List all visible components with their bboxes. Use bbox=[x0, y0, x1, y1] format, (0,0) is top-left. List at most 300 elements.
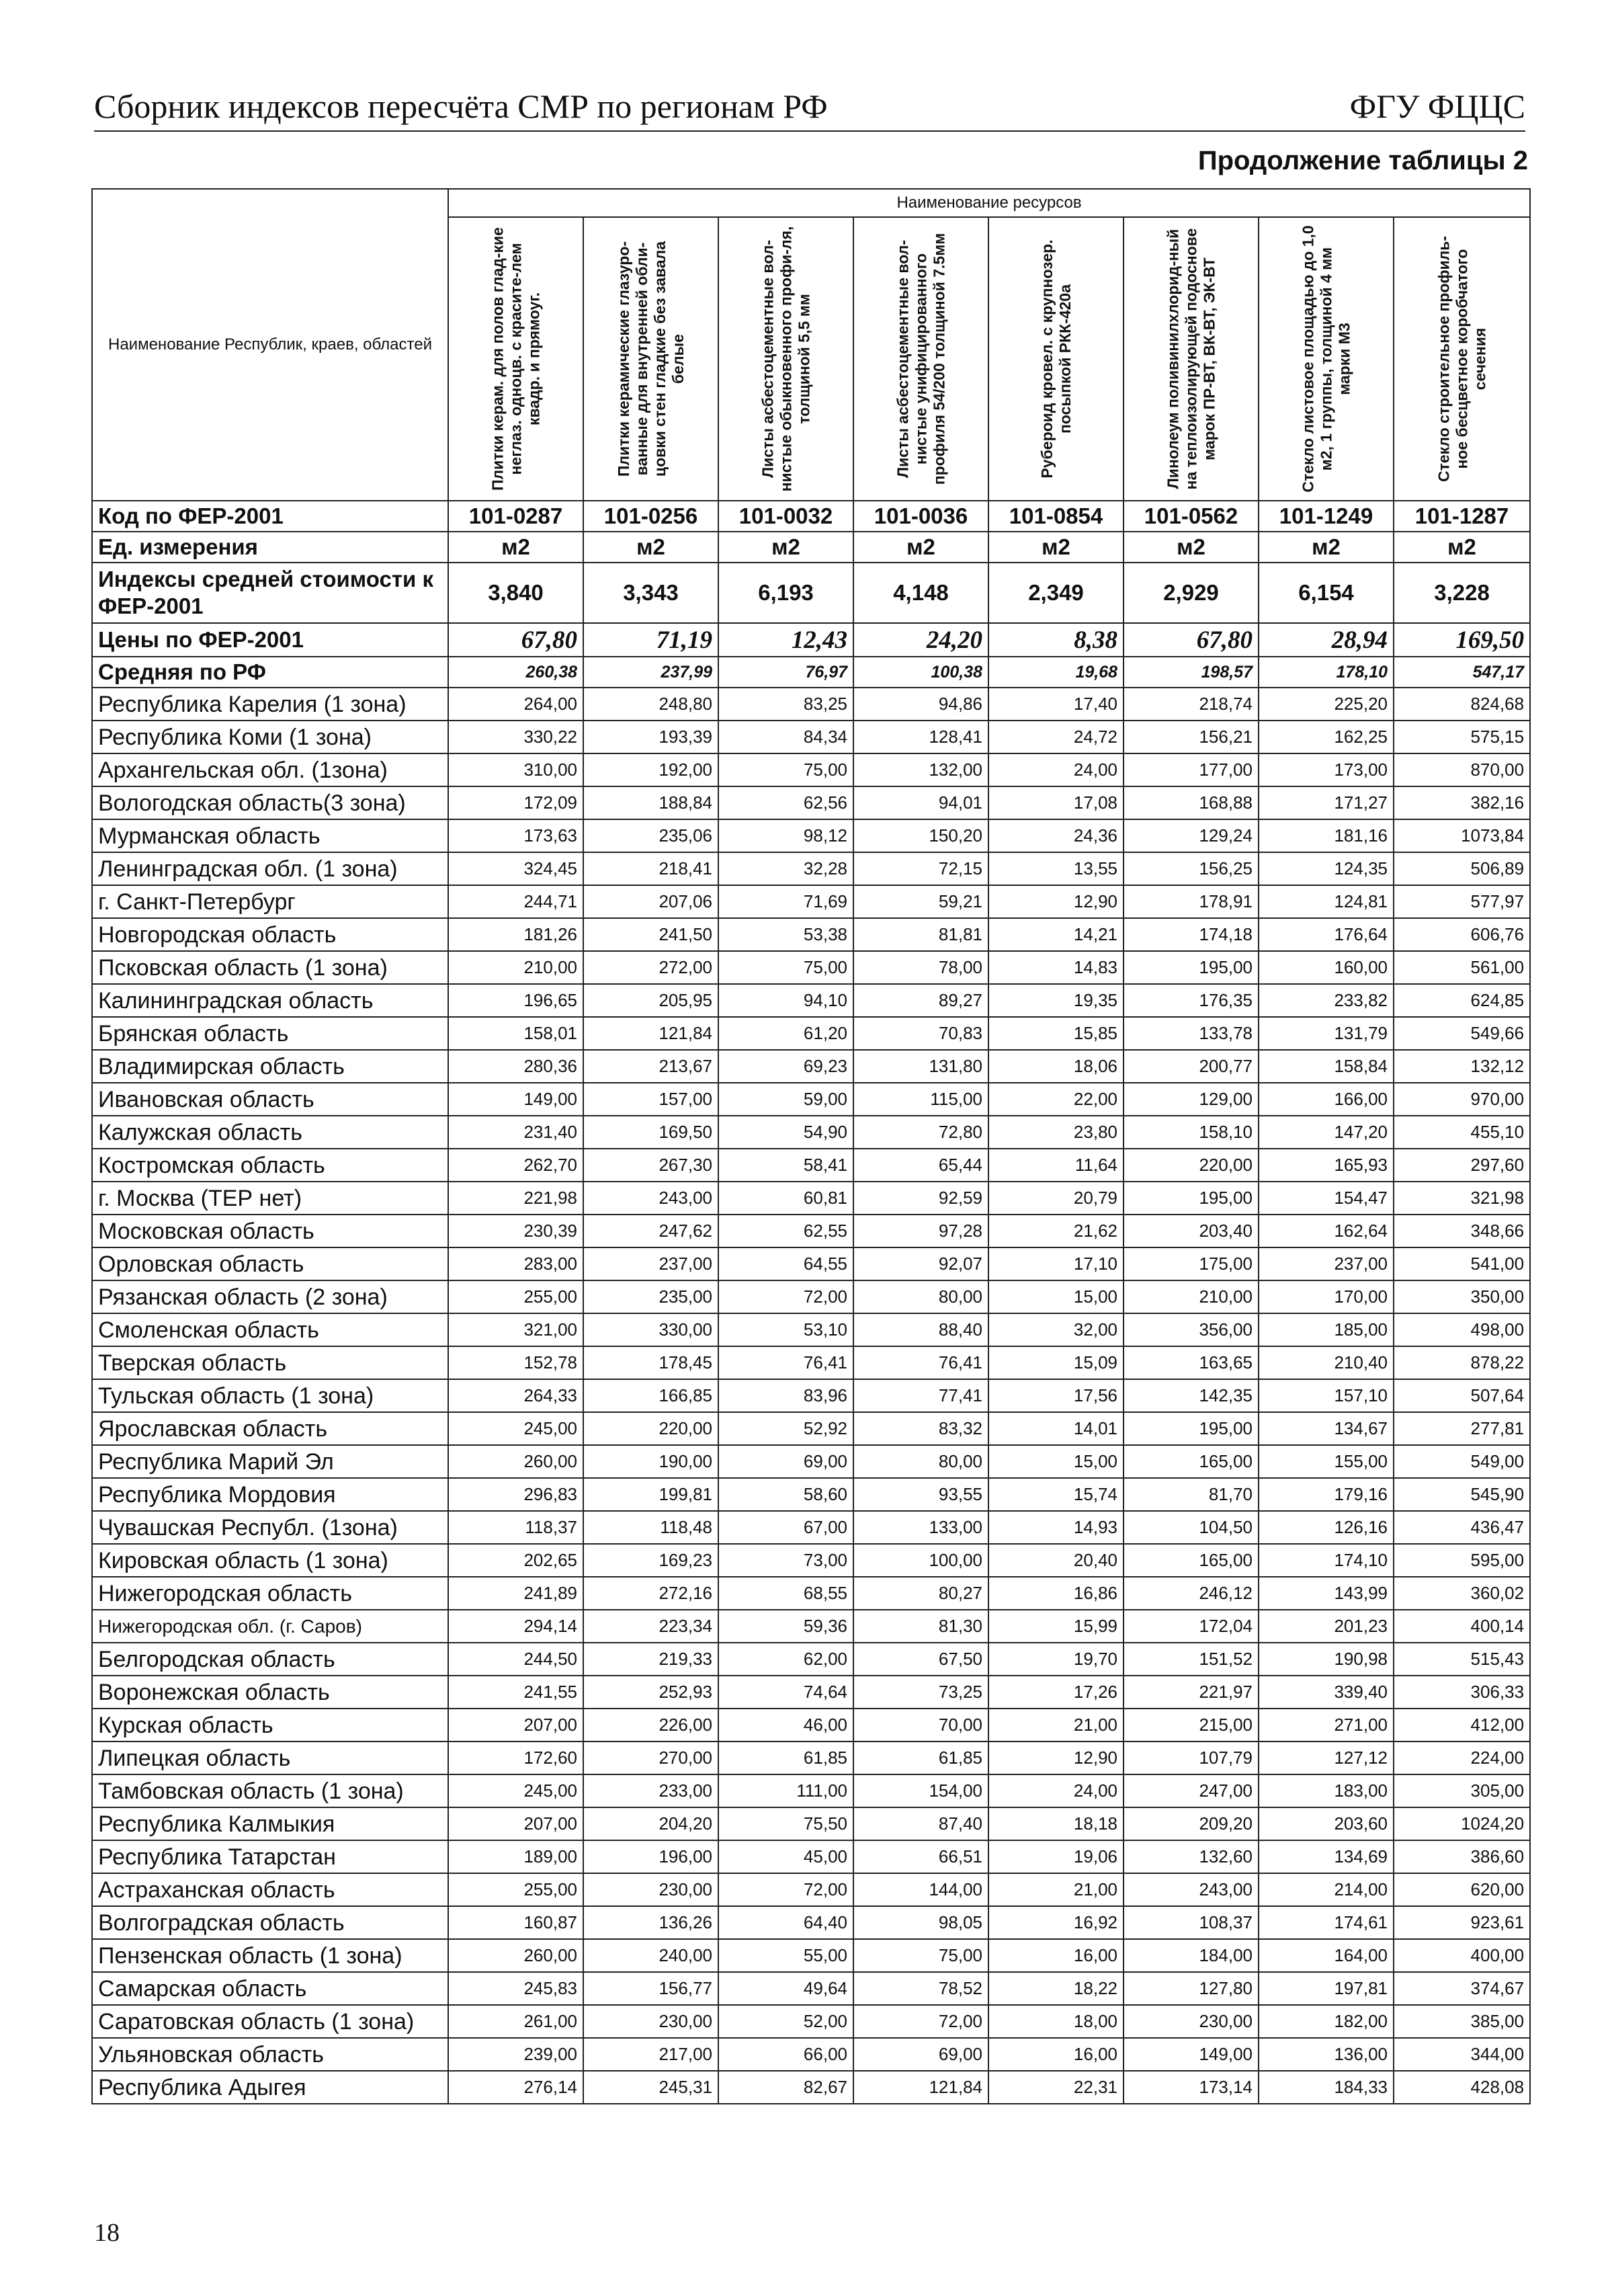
table-row bbox=[92, 2071, 1530, 2104]
price-cell: 88,40 bbox=[853, 1313, 988, 1346]
organization-name: ФГУ ФЦЦС bbox=[1349, 87, 1525, 125]
price-cell: 205,95 bbox=[583, 984, 718, 1017]
price-cell: 233,82 bbox=[1259, 984, 1394, 1017]
price-cell: 16,00 bbox=[988, 1939, 1124, 1972]
price-cell: 436,47 bbox=[1394, 1511, 1530, 1544]
price-cell: 15,00 bbox=[988, 1445, 1124, 1478]
price-cell: 215,00 bbox=[1124, 1709, 1259, 1741]
price-cell: 129,00 bbox=[1124, 1083, 1259, 1116]
price-cell: 115,00 bbox=[853, 1083, 988, 1116]
resource-code: 101-0256 bbox=[583, 501, 718, 532]
price-cell: 296,83 bbox=[448, 1478, 583, 1511]
region-name: Новгородская область bbox=[92, 918, 448, 951]
table-continuation-label: Продолжение таблицы 2 bbox=[1197, 146, 1528, 175]
price-cell: 196,00 bbox=[583, 1840, 718, 1873]
price-cell: 73,25 bbox=[853, 1676, 988, 1709]
price-cell: 155,00 bbox=[1259, 1445, 1394, 1478]
region-name: Ярославская область bbox=[92, 1412, 448, 1445]
price-cell: 260,00 bbox=[448, 1939, 583, 1972]
price-cell: 66,00 bbox=[718, 2038, 853, 2071]
price-cell: 75,50 bbox=[718, 1807, 853, 1840]
price-cell: 174,18 bbox=[1124, 918, 1259, 951]
region-name: Смоленская область bbox=[92, 1313, 448, 1346]
price-cell: 267,30 bbox=[583, 1149, 718, 1182]
price-cell: 118,37 bbox=[448, 1511, 583, 1544]
table-row bbox=[92, 1676, 1530, 1709]
table-row bbox=[92, 1478, 1530, 1511]
region-name: Ленинградская обл. (1 зона) bbox=[92, 852, 448, 885]
price-cell: 412,00 bbox=[1394, 1709, 1530, 1741]
unit-value: м2 bbox=[988, 532, 1124, 563]
price-cell: 14,01 bbox=[988, 1412, 1124, 1445]
price-cell: 204,20 bbox=[583, 1807, 718, 1840]
table-row bbox=[92, 1873, 1530, 1906]
region-name: Липецкая область bbox=[92, 1741, 448, 1774]
region-name: Чувашская Республ. (1зона) bbox=[92, 1511, 448, 1544]
price-cell: 16,86 bbox=[988, 1577, 1124, 1610]
resource-name: Листы асбестоцементные вол-нистые унифицированного профиля 54/200 толщиной 7.5мм bbox=[894, 233, 947, 485]
price-cell: 18,06 bbox=[988, 1050, 1124, 1083]
price-cell: 81,70 bbox=[1124, 1478, 1259, 1511]
price-cell: 150,20 bbox=[853, 819, 988, 852]
price-cell: 17,08 bbox=[988, 786, 1124, 819]
base-price: 67,80 bbox=[1124, 623, 1259, 657]
price-cell: 59,36 bbox=[718, 1610, 853, 1643]
resource-code: 101-1287 bbox=[1394, 501, 1530, 532]
price-cell: 132,00 bbox=[853, 753, 988, 786]
region-name: Нижегородская обл. (г. Саров) bbox=[92, 1610, 448, 1643]
unit-value: м2 bbox=[1124, 532, 1259, 563]
price-cell: 195,00 bbox=[1124, 1182, 1259, 1215]
price-cell: 124,35 bbox=[1259, 852, 1394, 885]
price-cell: 134,67 bbox=[1259, 1412, 1394, 1445]
price-cell: 32,28 bbox=[718, 852, 853, 885]
price-cell: 98,05 bbox=[853, 1906, 988, 1939]
index-value: 6,193 bbox=[718, 563, 853, 623]
price-cell: 72,00 bbox=[718, 1873, 853, 1906]
price-cell: 14,21 bbox=[988, 918, 1124, 951]
price-cell: 21,00 bbox=[988, 1709, 1124, 1741]
price-cell: 68,55 bbox=[718, 1577, 853, 1610]
price-cell: 156,21 bbox=[1124, 721, 1259, 753]
price-cell: 239,00 bbox=[448, 2038, 583, 2071]
region-name: Калининградская область bbox=[92, 984, 448, 1017]
price-cell: 339,40 bbox=[1259, 1676, 1394, 1709]
price-cell: 272,00 bbox=[583, 951, 718, 984]
price-cell: 561,00 bbox=[1394, 951, 1530, 984]
price-cell: 17,40 bbox=[988, 688, 1124, 721]
price-cell: 74,64 bbox=[718, 1676, 853, 1709]
price-cell: 230,00 bbox=[583, 1873, 718, 1906]
price-cell: 173,00 bbox=[1259, 753, 1394, 786]
price-cell: 219,33 bbox=[583, 1643, 718, 1676]
region-name: Нижегородская область bbox=[92, 1577, 448, 1610]
price-cell: 84,34 bbox=[718, 721, 853, 753]
resource-column-header bbox=[448, 217, 583, 501]
price-cell: 923,61 bbox=[1394, 1906, 1530, 1939]
region-name: г. Москва (ТЕР нет) bbox=[92, 1182, 448, 1215]
price-cell: 18,00 bbox=[988, 2005, 1124, 2038]
price-cell: 184,33 bbox=[1259, 2071, 1394, 2104]
price-cell: 247,00 bbox=[1124, 1774, 1259, 1807]
region-name: Саратовская область (1 зона) bbox=[92, 2005, 448, 2038]
price-cell: 160,87 bbox=[448, 1906, 583, 1939]
price-cell: 15,00 bbox=[988, 1280, 1124, 1313]
price-label: Цены по ФЕР-2001 bbox=[92, 623, 448, 657]
price-cell: 272,16 bbox=[583, 1577, 718, 1610]
price-cell: 164,00 bbox=[1259, 1939, 1394, 1972]
price-cell: 70,00 bbox=[853, 1709, 988, 1741]
price-cell: 878,22 bbox=[1394, 1346, 1530, 1379]
price-cell: 549,66 bbox=[1394, 1017, 1530, 1050]
price-cell: 162,25 bbox=[1259, 721, 1394, 753]
resource-column-header bbox=[1259, 217, 1394, 501]
price-cell: 19,35 bbox=[988, 984, 1124, 1017]
price-cell: 128,41 bbox=[853, 721, 988, 753]
price-cell: 46,00 bbox=[718, 1709, 853, 1741]
average-price: 178,10 bbox=[1259, 657, 1394, 688]
price-cell: 179,16 bbox=[1259, 1478, 1394, 1511]
resource-code: 101-0562 bbox=[1124, 501, 1259, 532]
index-value: 2,349 bbox=[988, 563, 1124, 623]
price-cell: 506,89 bbox=[1394, 852, 1530, 885]
price-cell: 64,55 bbox=[718, 1247, 853, 1280]
price-cell: 165,00 bbox=[1124, 1544, 1259, 1577]
price-cell: 76,41 bbox=[853, 1346, 988, 1379]
price-cell: 93,55 bbox=[853, 1478, 988, 1511]
price-cell: 210,40 bbox=[1259, 1346, 1394, 1379]
price-cell: 78,00 bbox=[853, 951, 988, 984]
table-row bbox=[92, 1577, 1530, 1610]
region-name: Калужская область bbox=[92, 1116, 448, 1149]
resource-name: Плитки керам. для полов глад-кие неглаз. одноцв. с красите-лем квадр. и прямоуг. bbox=[489, 227, 542, 491]
resource-name: Листы асбестоцементные вол-нистые обыкновенного профи-ля, толщиной 5,5 мм bbox=[759, 226, 812, 492]
price-cell: 190,98 bbox=[1259, 1643, 1394, 1676]
price-cell: 181,26 bbox=[448, 918, 583, 951]
resource-code: 101-0854 bbox=[988, 501, 1124, 532]
region-name: Пензенская область (1 зона) bbox=[92, 1939, 448, 1972]
price-cell: 157,10 bbox=[1259, 1379, 1394, 1412]
price-cell: 172,60 bbox=[448, 1741, 583, 1774]
price-cell: 58,60 bbox=[718, 1478, 853, 1511]
price-cell: 192,00 bbox=[583, 753, 718, 786]
region-name: Орловская область bbox=[92, 1247, 448, 1280]
price-cell: 173,63 bbox=[448, 819, 583, 852]
price-cell: 244,50 bbox=[448, 1643, 583, 1676]
region-column-header: Наименование Республик, краев, областей bbox=[92, 189, 448, 501]
price-cell: 202,65 bbox=[448, 1544, 583, 1577]
price-cell: 360,02 bbox=[1394, 1577, 1530, 1610]
base-price: 67,80 bbox=[448, 623, 583, 657]
price-cell: 283,00 bbox=[448, 1247, 583, 1280]
table-row bbox=[92, 1313, 1530, 1346]
base-price: 28,94 bbox=[1259, 623, 1394, 657]
price-cell: 400,14 bbox=[1394, 1610, 1530, 1643]
price-cell: 223,34 bbox=[583, 1610, 718, 1643]
base-price: 8,38 bbox=[988, 623, 1124, 657]
price-cell: 190,00 bbox=[583, 1445, 718, 1478]
price-cell: 1024,20 bbox=[1394, 1807, 1530, 1840]
price-cell: 15,99 bbox=[988, 1610, 1124, 1643]
price-cell: 243,00 bbox=[583, 1182, 718, 1215]
price-cell: 870,00 bbox=[1394, 753, 1530, 786]
price-cell: 15,09 bbox=[988, 1346, 1124, 1379]
table-row bbox=[92, 2005, 1530, 2038]
price-cell: 69,00 bbox=[718, 1445, 853, 1478]
price-cell: 24,00 bbox=[988, 1774, 1124, 1807]
price-cell: 330,00 bbox=[583, 1313, 718, 1346]
price-cell: 189,00 bbox=[448, 1840, 583, 1873]
region-name: Республика Коми (1 зона) bbox=[92, 721, 448, 753]
price-cell: 385,00 bbox=[1394, 2005, 1530, 2038]
price-cell: 252,93 bbox=[583, 1676, 718, 1709]
region-name: Кировская область (1 зона) bbox=[92, 1544, 448, 1577]
table-row bbox=[92, 819, 1530, 852]
price-cell: 261,00 bbox=[448, 2005, 583, 2038]
price-cell: 136,00 bbox=[1259, 2038, 1394, 2071]
price-cell: 240,00 bbox=[583, 1939, 718, 1972]
code-label: Код по ФЕР-2001 bbox=[92, 501, 448, 532]
region-name: Тульская область (1 зона) bbox=[92, 1379, 448, 1412]
price-cell: 171,27 bbox=[1259, 786, 1394, 819]
price-cell: 271,00 bbox=[1259, 1709, 1394, 1741]
price-cell: 231,40 bbox=[448, 1116, 583, 1149]
price-cell: 157,00 bbox=[583, 1083, 718, 1116]
price-cell: 245,00 bbox=[448, 1412, 583, 1445]
table-row bbox=[92, 1346, 1530, 1379]
price-cell: 45,00 bbox=[718, 1840, 853, 1873]
region-name: Архангельская обл. (1зона) bbox=[92, 753, 448, 786]
price-cell: 154,47 bbox=[1259, 1182, 1394, 1215]
price-cell: 185,00 bbox=[1259, 1313, 1394, 1346]
price-cell: 162,64 bbox=[1259, 1215, 1394, 1247]
price-cell: 24,00 bbox=[988, 753, 1124, 786]
resource-name: Стекло листовое площадью до 1,0 м2, 1 группы, толщиной 4 мм марки М3 bbox=[1299, 225, 1353, 493]
price-cell: 214,00 bbox=[1259, 1873, 1394, 1906]
region-name: Астраханская область bbox=[92, 1873, 448, 1906]
price-cell: 188,84 bbox=[583, 786, 718, 819]
region-name: Брянская область bbox=[92, 1017, 448, 1050]
table-row bbox=[92, 1972, 1530, 2005]
price-cell: 824,68 bbox=[1394, 688, 1530, 721]
price-cell: 132,60 bbox=[1124, 1840, 1259, 1873]
resource-column-header bbox=[1394, 217, 1530, 501]
price-cell: 213,67 bbox=[583, 1050, 718, 1083]
base-price: 24,20 bbox=[853, 623, 988, 657]
price-cell: 182,00 bbox=[1259, 2005, 1394, 2038]
price-cell: 132,12 bbox=[1394, 1050, 1530, 1083]
price-cell: 104,50 bbox=[1124, 1511, 1259, 1544]
price-cell: 69,23 bbox=[718, 1050, 853, 1083]
price-cell: 121,84 bbox=[853, 2071, 988, 2104]
unit-value: м2 bbox=[1394, 532, 1530, 563]
price-cell: 221,98 bbox=[448, 1182, 583, 1215]
average-price: 76,97 bbox=[718, 657, 853, 688]
table-row bbox=[92, 1247, 1530, 1280]
price-cell: 54,90 bbox=[718, 1116, 853, 1149]
resource-code: 101-0036 bbox=[853, 501, 988, 532]
region-name: Курская область bbox=[92, 1709, 448, 1741]
price-cell: 21,62 bbox=[988, 1215, 1124, 1247]
table-row bbox=[92, 1807, 1530, 1840]
price-cell: 53,38 bbox=[718, 918, 853, 951]
price-cell: 174,61 bbox=[1259, 1906, 1394, 1939]
price-cell: 12,90 bbox=[988, 885, 1124, 918]
price-cell: 166,85 bbox=[583, 1379, 718, 1412]
price-cell: 163,65 bbox=[1124, 1346, 1259, 1379]
price-cell: 92,59 bbox=[853, 1182, 988, 1215]
price-cell: 498,00 bbox=[1394, 1313, 1530, 1346]
price-cell: 201,23 bbox=[1259, 1610, 1394, 1643]
price-cell: 218,41 bbox=[583, 852, 718, 885]
price-cell: 210,00 bbox=[448, 951, 583, 984]
price-cell: 22,31 bbox=[988, 2071, 1124, 2104]
price-cell: 61,85 bbox=[853, 1741, 988, 1774]
price-cell: 177,00 bbox=[1124, 753, 1259, 786]
price-cell: 136,26 bbox=[583, 1906, 718, 1939]
table-row bbox=[92, 1840, 1530, 1873]
region-name: Ульяновская область bbox=[92, 2038, 448, 2071]
region-name: Московская область bbox=[92, 1215, 448, 1247]
price-cell: 541,00 bbox=[1394, 1247, 1530, 1280]
price-cell: 324,45 bbox=[448, 852, 583, 885]
resource-code: 101-0032 bbox=[718, 501, 853, 532]
price-cell: 549,00 bbox=[1394, 1445, 1530, 1478]
price-cell: 170,00 bbox=[1259, 1280, 1394, 1313]
table-row bbox=[92, 1939, 1530, 1972]
price-cell: 22,00 bbox=[988, 1083, 1124, 1116]
table-row bbox=[92, 1017, 1530, 1050]
price-cell: 11,64 bbox=[988, 1149, 1124, 1182]
resource-column-header bbox=[1124, 217, 1259, 501]
region-name: Тамбовская область (1 зона) bbox=[92, 1774, 448, 1807]
table-row bbox=[92, 1709, 1530, 1741]
price-cell: 507,64 bbox=[1394, 1379, 1530, 1412]
region-name: Белгородская область bbox=[92, 1643, 448, 1676]
price-cell: 133,78 bbox=[1124, 1017, 1259, 1050]
price-cell: 321,00 bbox=[448, 1313, 583, 1346]
price-cell: 66,51 bbox=[853, 1840, 988, 1873]
price-cell: 154,00 bbox=[853, 1774, 988, 1807]
price-cell: 173,14 bbox=[1124, 2071, 1259, 2104]
price-cell: 400,00 bbox=[1394, 1939, 1530, 1972]
price-cell: 52,92 bbox=[718, 1412, 853, 1445]
price-cell: 620,00 bbox=[1394, 1873, 1530, 1906]
price-cell: 149,00 bbox=[448, 1083, 583, 1116]
price-cell: 595,00 bbox=[1394, 1544, 1530, 1577]
price-cell: 16,92 bbox=[988, 1906, 1124, 1939]
price-cell: 225,20 bbox=[1259, 688, 1394, 721]
price-cell: 89,27 bbox=[853, 984, 988, 1017]
table-row bbox=[92, 1182, 1530, 1215]
resource-name: Рубероид кровел. с крупнозер. посыпкой РКК-420а bbox=[1037, 239, 1074, 479]
price-cell: 17,26 bbox=[988, 1676, 1124, 1709]
resource-code: 101-0287 bbox=[448, 501, 583, 532]
price-cell: 78,52 bbox=[853, 1972, 988, 2005]
price-cell: 577,97 bbox=[1394, 885, 1530, 918]
price-cell: 350,00 bbox=[1394, 1280, 1530, 1313]
document-header bbox=[94, 86, 1525, 132]
region-name: Республика Марий Эл bbox=[92, 1445, 448, 1478]
price-cell: 230,00 bbox=[1124, 2005, 1259, 2038]
price-cell: 276,14 bbox=[448, 2071, 583, 2104]
price-cell: 127,12 bbox=[1259, 1741, 1394, 1774]
price-cell: 52,00 bbox=[718, 2005, 853, 2038]
price-cell: 19,06 bbox=[988, 1840, 1124, 1873]
table-row bbox=[92, 1149, 1530, 1182]
price-cell: 245,31 bbox=[583, 2071, 718, 2104]
price-cell: 67,00 bbox=[718, 1511, 853, 1544]
unit-value: м2 bbox=[448, 532, 583, 563]
price-cell: 181,16 bbox=[1259, 819, 1394, 852]
price-cell: 81,30 bbox=[853, 1610, 988, 1643]
price-cell: 193,39 bbox=[583, 721, 718, 753]
table-row bbox=[92, 852, 1530, 885]
price-cell: 260,00 bbox=[448, 1445, 583, 1478]
price-cell: 165,93 bbox=[1259, 1149, 1394, 1182]
table-row bbox=[92, 1544, 1530, 1577]
region-name: Республика Адыгея bbox=[92, 2071, 448, 2104]
table-row bbox=[92, 786, 1530, 819]
price-cell: 196,65 bbox=[448, 984, 583, 1017]
price-cell: 210,00 bbox=[1124, 1280, 1259, 1313]
region-name: Республика Мордовия bbox=[92, 1478, 448, 1511]
price-cell: 262,70 bbox=[448, 1149, 583, 1182]
price-cell: 166,00 bbox=[1259, 1083, 1394, 1116]
price-cell: 243,00 bbox=[1124, 1873, 1259, 1906]
price-cell: 152,78 bbox=[448, 1346, 583, 1379]
price-cell: 220,00 bbox=[583, 1412, 718, 1445]
region-name: Рязанская область (2 зона) bbox=[92, 1280, 448, 1313]
price-cell: 237,00 bbox=[583, 1247, 718, 1280]
price-cell: 165,00 bbox=[1124, 1445, 1259, 1478]
resource-column-header bbox=[718, 217, 853, 501]
table-row bbox=[92, 918, 1530, 951]
price-cell: 49,64 bbox=[718, 1972, 853, 2005]
base-price: 12,43 bbox=[718, 623, 853, 657]
index-label: Индексы средней стоимости к ФЕР-2001 bbox=[92, 563, 448, 623]
price-cell: 19,70 bbox=[988, 1643, 1124, 1676]
price-cell: 58,41 bbox=[718, 1149, 853, 1182]
price-cell: 15,85 bbox=[988, 1017, 1124, 1050]
price-cell: 92,07 bbox=[853, 1247, 988, 1280]
table-row bbox=[92, 688, 1530, 721]
table-row bbox=[92, 1511, 1530, 1544]
price-cell: 160,00 bbox=[1259, 951, 1394, 984]
price-cell: 230,00 bbox=[583, 2005, 718, 2038]
price-cell: 200,77 bbox=[1124, 1050, 1259, 1083]
price-cell: 277,81 bbox=[1394, 1412, 1530, 1445]
price-cell: 233,00 bbox=[583, 1774, 718, 1807]
price-cell: 55,00 bbox=[718, 1939, 853, 1972]
price-cell: 144,00 bbox=[853, 1873, 988, 1906]
price-cell: 75,00 bbox=[718, 951, 853, 984]
price-cell: 69,00 bbox=[853, 2038, 988, 2071]
price-cell: 62,56 bbox=[718, 786, 853, 819]
price-cell: 386,60 bbox=[1394, 1840, 1530, 1873]
price-cell: 118,48 bbox=[583, 1511, 718, 1544]
price-cell: 575,15 bbox=[1394, 721, 1530, 753]
price-cell: 23,80 bbox=[988, 1116, 1124, 1149]
index-value: 3,343 bbox=[583, 563, 718, 623]
price-cell: 97,28 bbox=[853, 1215, 988, 1247]
price-cell: 61,20 bbox=[718, 1017, 853, 1050]
price-cell: 158,84 bbox=[1259, 1050, 1394, 1083]
region-name: Псковская область (1 зона) bbox=[92, 951, 448, 984]
price-cell: 67,50 bbox=[853, 1643, 988, 1676]
region-name: Самарская область bbox=[92, 1972, 448, 2005]
table-row bbox=[92, 1412, 1530, 1445]
